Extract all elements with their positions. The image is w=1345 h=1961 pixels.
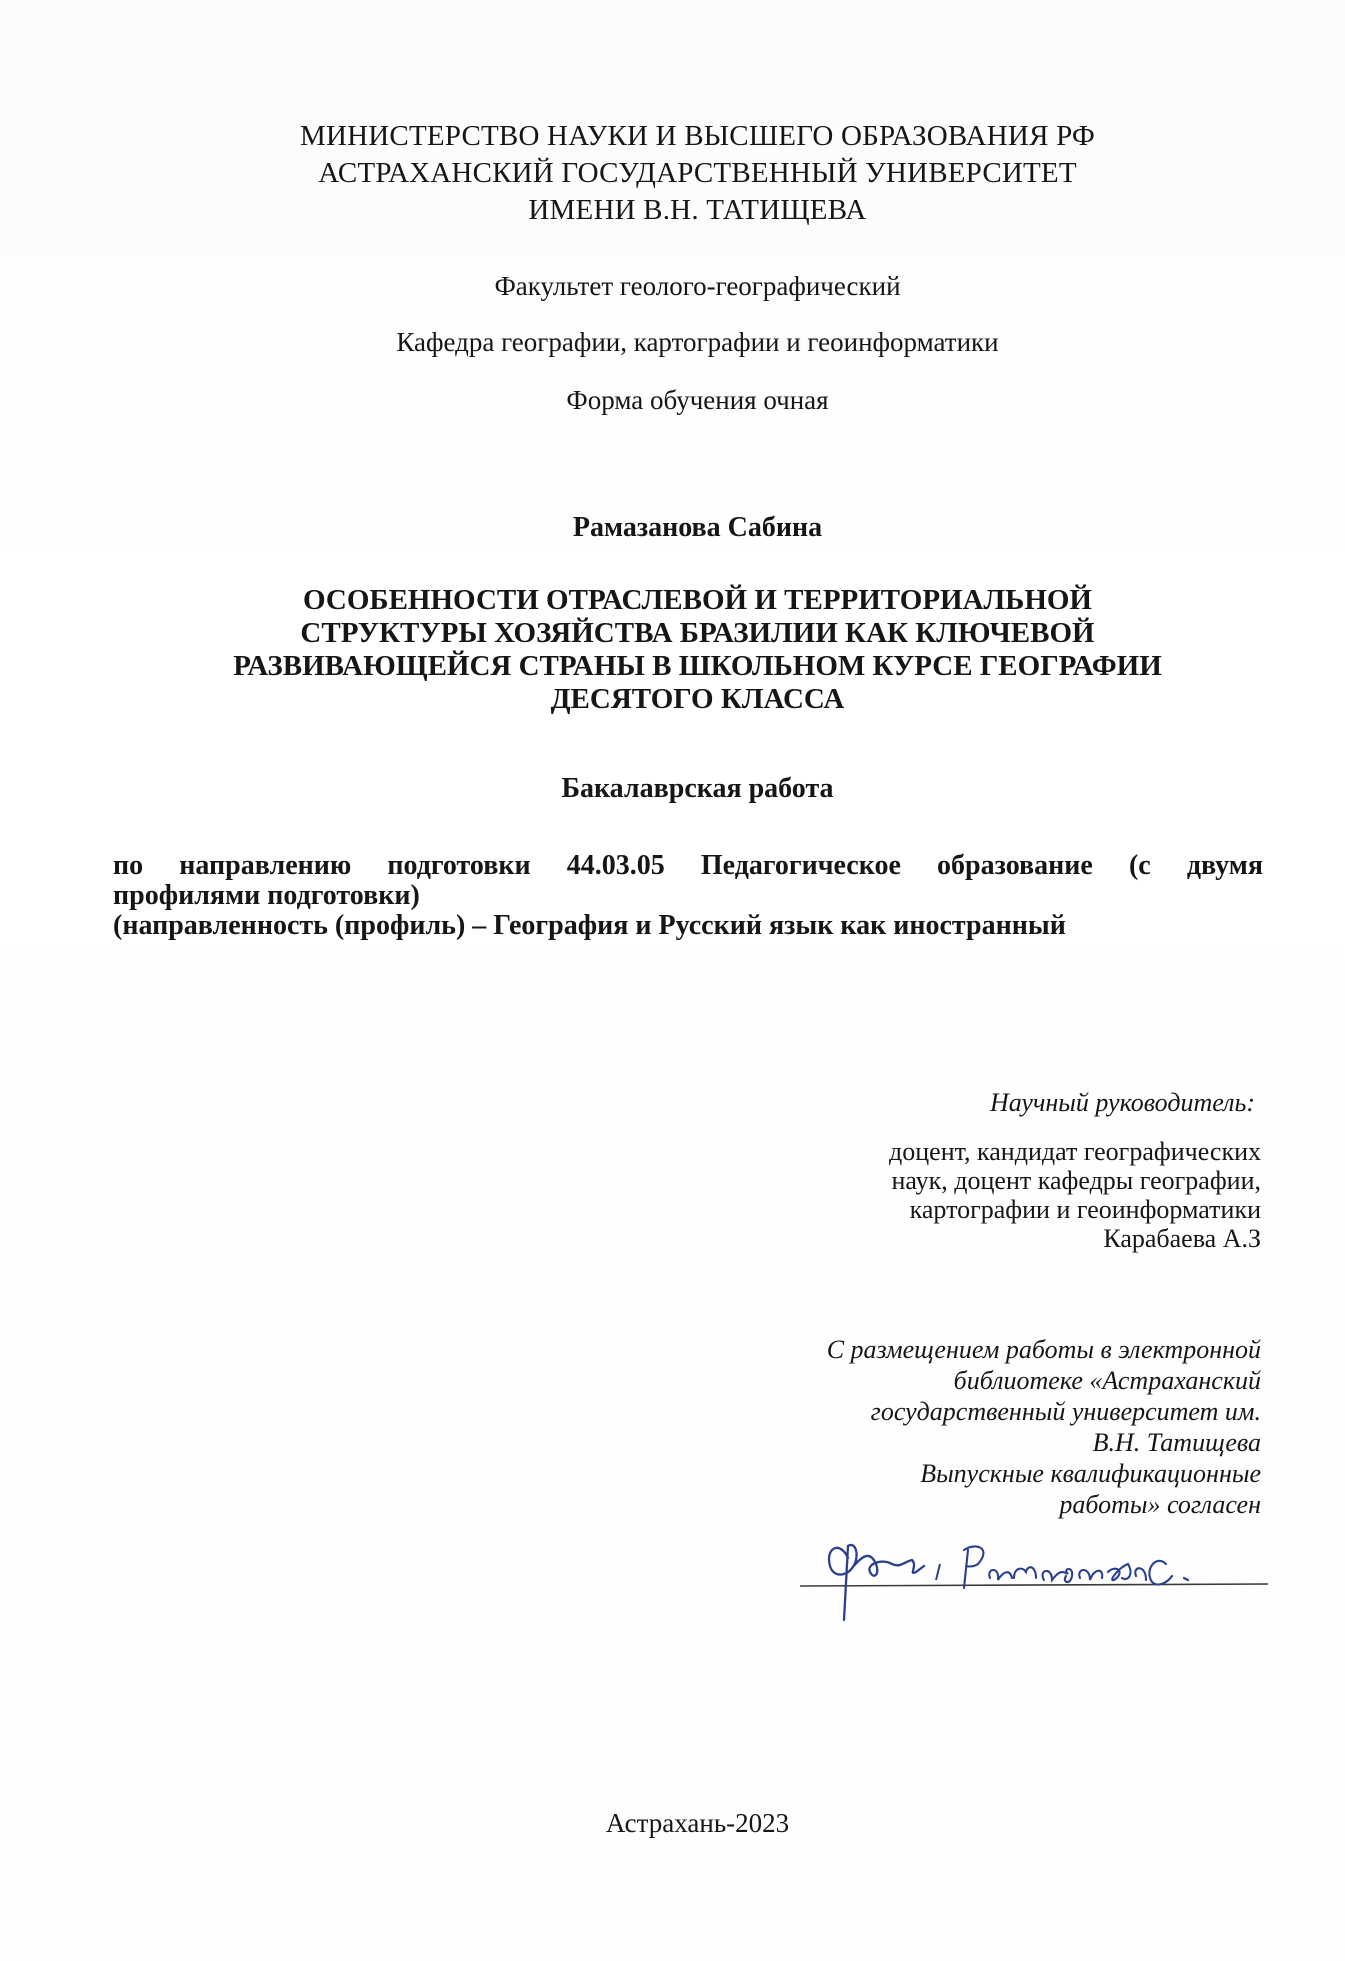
consent-line-4: В.Н. Татищева (1092, 1428, 1261, 1457)
signature-underline (800, 1584, 1268, 1586)
direction-line-2: профилями подготовки) (113, 880, 420, 911)
study-direction (113, 851, 1263, 941)
signature-surname (964, 1546, 1188, 1588)
consent-line-3: государственный университет им. (870, 1397, 1261, 1426)
library-consent (827, 1334, 1261, 1520)
consent-line-6: работы» согласен (1059, 1490, 1261, 1519)
thesis-title (0, 584, 1345, 716)
direction-line-1: по направлению подготовки 44.03.05 Педагогическое образование (с двумя (113, 850, 1263, 881)
faculty: Факультет геолого-географический (494, 271, 901, 301)
supervisor-info (889, 1137, 1261, 1253)
author-name: Рамазанова Сабина (572, 512, 823, 543)
supervisor-name: Карабаева А.З (1103, 1224, 1261, 1253)
signature-separator (936, 1564, 940, 1580)
title-line-2: СТРУКТУРЫ ХОЗЯЙСТВА БРАЗИЛИИ КАК КЛЮЧЕВОЙ (300, 617, 1095, 649)
title-line-4: ДЕСЯТОГО КЛАССА (550, 683, 845, 715)
supervisor-label: Научный руководитель: (989, 1088, 1255, 1117)
header-line-university: АСТРАХАНСКИЙ ГОСУДАРСТВЕННЫЙ УНИВЕРСИТЕТ (318, 157, 1077, 189)
supervisor-line-1: доцент, кандидат географических (889, 1137, 1261, 1166)
study-form: Форма обучения очная (566, 385, 829, 415)
supervisor-line-3: картографии и геоинформатики (909, 1195, 1261, 1224)
consent-line-1: С размещением работы в электронной (826, 1335, 1261, 1364)
consent-line-2: библиотеке «Астраханский (953, 1366, 1261, 1395)
handwritten-signature (800, 1520, 1270, 1625)
title-line-3: РАЗВИВАЮЩЕЙСЯ СТРАНЫ В ШКОЛЬНОМ КУРСЕ ГЕОГРАФИИ (233, 650, 1162, 682)
work-type: Бакалаврская работа (561, 773, 834, 804)
department: Кафедра географии, картографии и геоинформатики (396, 327, 999, 357)
signature-scribble (829, 1545, 924, 1620)
supervisor-line-2: наук, доцент кафедры географии, (891, 1166, 1261, 1195)
city-year: Астрахань-2023 (605, 1808, 790, 1838)
title-line-1: ОСОБЕННОСТИ ОТРАСЛЕВОЙ И ТЕРРИТОРИАЛЬНОЙ (303, 584, 1092, 616)
header-line-ministry: МИНИСТЕРСТВО НАУКИ И ВЫСШЕГО ОБРАЗОВАНИЯ РФ (299, 120, 1096, 152)
consent-line-5: Выпускные квалификационные (920, 1459, 1261, 1488)
ministry-header (0, 118, 1345, 229)
direction-line-3: (направленность (профиль) – География и Русский язык как иностранный (113, 910, 1066, 941)
header-line-university-name: ИМЕНИ В.Н. ТАТИЩЕВА (528, 194, 867, 226)
